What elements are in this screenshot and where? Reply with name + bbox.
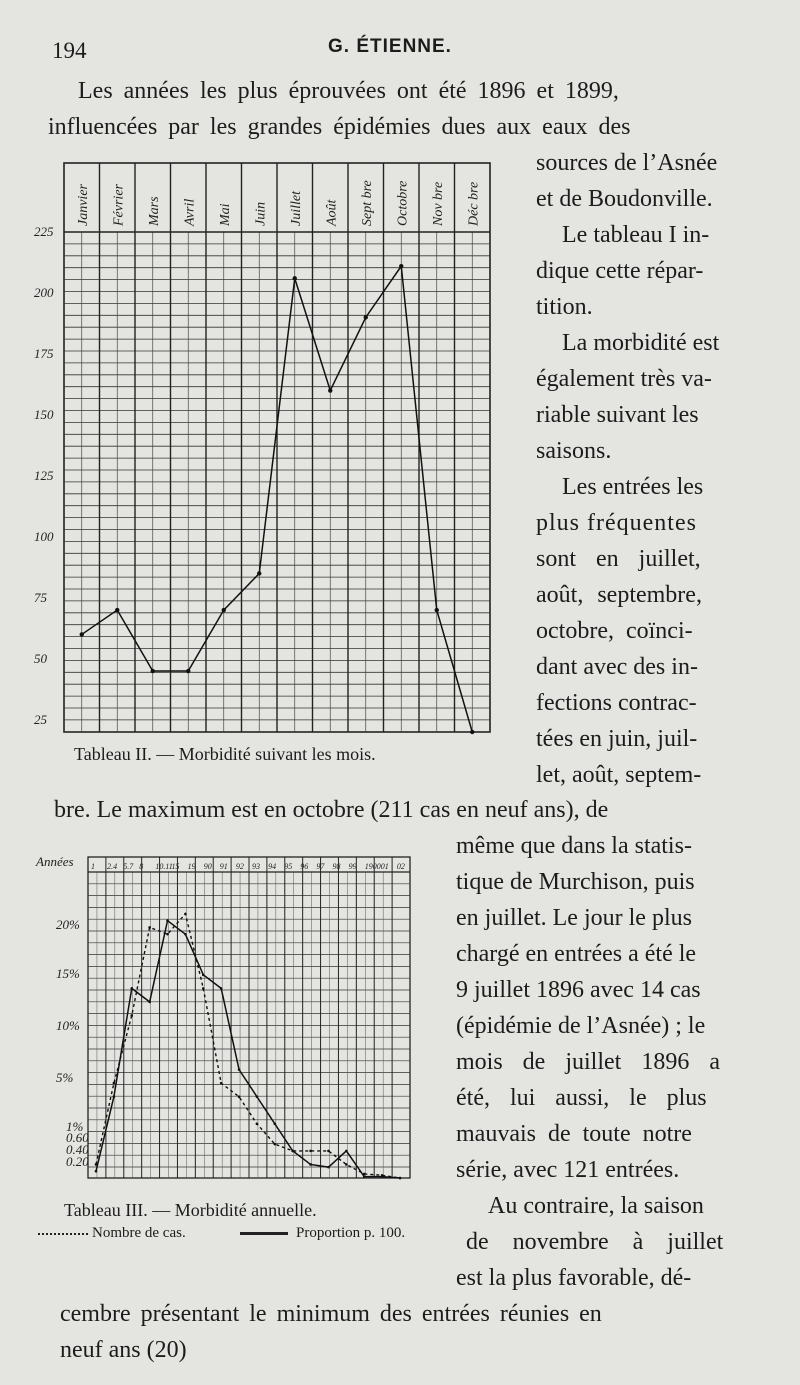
data-point: [327, 1166, 330, 1169]
text-line: La morbidité est: [562, 330, 720, 356]
data-point: [95, 1170, 98, 1173]
text-line: mois de juillet 1896 a: [456, 1049, 720, 1075]
y-tick-label: 0.40: [66, 1142, 89, 1157]
text-line: bre. Le maximum est en octobre (211 cas en neuf ans), de: [54, 797, 609, 823]
text-line: de novembre à juillet: [466, 1229, 724, 1255]
data-point: [345, 1163, 348, 1166]
text-line: série, avec 121 entrées.: [456, 1157, 680, 1183]
data-point: [381, 1174, 384, 1177]
month-label: Janvier: [75, 184, 91, 226]
data-point: [238, 1068, 241, 1071]
x-tick-label: 99: [348, 862, 357, 871]
text-line: même que dans la statis-: [456, 833, 692, 859]
text-line: tées en juin, juil-: [536, 726, 698, 752]
solid-line-swatch: [240, 1232, 288, 1235]
x-tick-label: 02: [396, 862, 405, 871]
text-line: est la plus favorable, dé-: [456, 1265, 692, 1291]
text-line: riable suivant les: [536, 402, 699, 428]
y-tick-label: 5%: [56, 1070, 74, 1085]
data-point: [274, 1123, 277, 1126]
y-tick-label: 10%: [56, 1018, 80, 1033]
figure-2-caption: Tableau II. — Morbidité suivant les mois.: [74, 744, 376, 764]
data-point: [220, 987, 223, 990]
data-point: [256, 1095, 259, 1098]
x-tick-label: 92: [235, 862, 244, 871]
data-point: [130, 987, 133, 990]
data-point: [184, 933, 187, 936]
text-line: sont en juillet,: [536, 546, 701, 572]
text-line: influencées par les grandes épidémies dues aux eaux des: [48, 114, 631, 140]
x-tick-label: 98: [332, 862, 341, 871]
x-tick-label: 96: [300, 862, 309, 871]
text-line: let, août, septem-: [536, 762, 702, 788]
data-point: [363, 1175, 366, 1178]
dotted-line-swatch: [38, 1233, 88, 1235]
data-point: [166, 919, 169, 922]
month-label: Juillet: [288, 191, 304, 226]
text-line: chargé en entrées a été le: [456, 941, 697, 967]
text-line: Le tableau I in-: [562, 222, 710, 248]
y-tick-label: 75: [34, 589, 47, 605]
x-tick-label: 1900: [364, 862, 381, 871]
data-point: [274, 1143, 277, 1146]
x-tick-label: 01: [380, 862, 389, 871]
x-tick-label: 91: [219, 862, 228, 871]
data-point: [113, 1095, 116, 1098]
data-point: [238, 1095, 241, 1098]
text-line: et de Boudonville.: [536, 186, 713, 212]
data-point: [399, 1177, 402, 1180]
figure-3-caption: Tableau III. — Morbidité annuelle.: [64, 1200, 317, 1220]
x-tick-label: 2.4: [107, 862, 118, 871]
text-line: plus fréquentes: [536, 510, 697, 536]
y-tick-label: 100: [34, 528, 54, 544]
y-tick-label: 200: [34, 284, 54, 300]
y-axis-header: Années: [36, 854, 74, 869]
month-label: Mai: [217, 203, 233, 226]
y-tick-label: 225: [34, 224, 54, 239]
month-label: Avril: [182, 198, 198, 226]
x-tick-label: 1: [91, 862, 95, 871]
data-point: [166, 933, 169, 936]
month-label: Déc bre: [466, 181, 482, 226]
data-point: [309, 1163, 312, 1166]
running-title: G. ÉTIENNE.: [328, 36, 452, 57]
month-label: Nov bre: [430, 181, 446, 226]
text-line: tique de Murchison, puis: [456, 869, 695, 895]
data-point: [130, 1014, 133, 1017]
text-line: Les entrées les: [562, 474, 704, 500]
data-point: [202, 974, 205, 977]
y-tick-label: 0.20: [66, 1154, 89, 1169]
page-number: 194: [52, 38, 87, 63]
month-label: Mars: [146, 196, 162, 226]
text-line: (épidémie de l’Asnée) ; le: [456, 1013, 706, 1039]
data-point: [184, 913, 187, 916]
y-tick-label: 175: [34, 345, 54, 361]
data-point: [327, 1150, 330, 1153]
text-line: mauvais de toute notre: [456, 1121, 692, 1147]
y-tick-label: 25: [34, 711, 47, 727]
text-line: août, septembre,: [536, 582, 702, 608]
x-tick-label: 97: [316, 862, 325, 871]
text-line: saisons.: [536, 438, 612, 464]
data-point: [363, 1173, 366, 1176]
y-tick-label: 150: [34, 406, 54, 422]
x-tick-label: 93: [252, 862, 260, 871]
month-label: Sept bre: [359, 180, 375, 226]
text-line: en juillet. Le jour le plus: [456, 905, 692, 931]
data-point: [113, 1082, 116, 1085]
legend-solid-label: Proportion p. 100.: [296, 1225, 406, 1241]
data-point: [256, 1123, 259, 1126]
text-line: fections contrac-: [536, 690, 697, 716]
text-line: dant avec des in-: [536, 654, 698, 680]
legend-dotted: [38, 1225, 186, 1242]
month-label: Juin: [253, 201, 269, 226]
text-line: Les années les plus éprouvées ont été 1896 et 1899,: [78, 78, 619, 104]
text-line: 9 juillet 1896 avec 14 cas: [456, 977, 701, 1003]
legend-solid: [240, 1225, 405, 1242]
x-tick-label: 8: [139, 862, 144, 871]
data-point: [345, 1150, 348, 1153]
legend-dotted-label: Nombre de cas.: [92, 1225, 186, 1241]
month-label: Octobre: [395, 180, 411, 226]
data-point: [309, 1150, 312, 1153]
text-line: tition.: [536, 294, 593, 320]
data-point: [220, 1082, 223, 1085]
x-tick-label: 94: [268, 862, 277, 871]
x-tick-label: 95: [284, 862, 293, 871]
x-tick-label: 90: [203, 862, 212, 871]
y-tick-label: 125: [34, 467, 54, 483]
data-point: [148, 926, 151, 929]
y-tick-label: 0.60: [66, 1130, 89, 1145]
x-tick-label: 10.11: [155, 862, 173, 871]
x-tick-label: 5.7: [123, 862, 134, 871]
x-tick-label: 19: [187, 862, 196, 871]
data-point: [95, 1163, 98, 1166]
text-line: été, lui aussi, le plus: [456, 1085, 707, 1111]
text-line: également très va-: [536, 366, 712, 392]
data-point: [202, 987, 205, 990]
text-line: sources de l’Asnée: [536, 150, 718, 176]
data-point: [291, 1150, 294, 1153]
data-point: [148, 1001, 151, 1004]
text-line: neuf ans (20): [60, 1337, 187, 1363]
text-line: cembre présentant le minimum des entrées réunies en: [60, 1301, 602, 1327]
text-line: dique cette répar-: [536, 258, 704, 284]
x-tick-label: 15: [171, 862, 180, 871]
month-label: Février: [111, 184, 127, 226]
text-line: octobre, coïnci-: [536, 618, 693, 644]
y-tick-label: 20%: [56, 917, 80, 932]
text-line: Au contraire, la saison: [488, 1193, 704, 1219]
y-tick-label: 15%: [56, 966, 80, 981]
y-tick-label: 1%: [66, 1119, 84, 1134]
month-label: Août: [324, 199, 340, 226]
y-tick-label: 50: [34, 650, 47, 666]
